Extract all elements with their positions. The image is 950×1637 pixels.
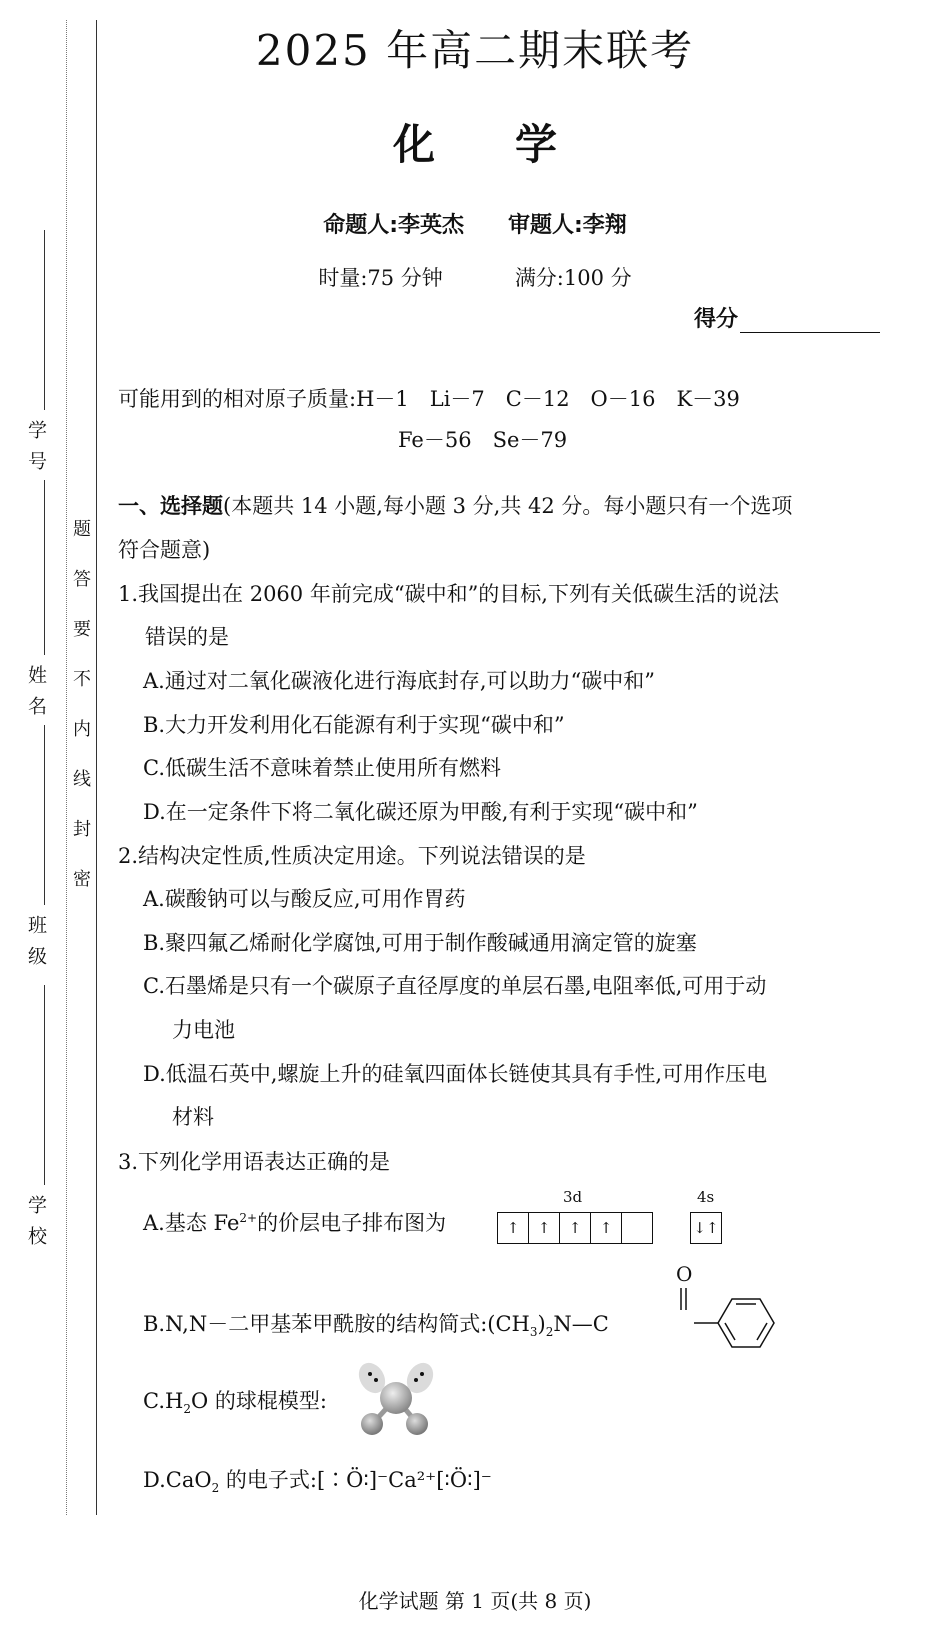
field-label: 学校 [25, 1195, 47, 1257]
q2-option-c[interactable]: C.石墨烯是只有一个碳原子直径厚度的单层石墨,电阻率低,可用于动 [143, 974, 767, 998]
score-blank[interactable] [740, 310, 880, 333]
seal-char: 密 [73, 869, 91, 890]
subject-char: 化 [392, 120, 435, 169]
field-label: 学号 [25, 420, 47, 482]
orbital-box: ↑ [498, 1213, 529, 1243]
section-desc-2: 符合题意) [118, 538, 211, 562]
q1-option-d[interactable]: D.在一定条件下将二氧化碳还原为甲酸,有利于实现“碳中和” [143, 800, 698, 824]
score-label: 得分 [694, 307, 739, 332]
benzamide-structure-icon [670, 1280, 780, 1350]
subject-title [0, 112, 950, 172]
q1-option-c[interactable]: C.低碳生活不意味着禁止使用所有燃料 [143, 756, 501, 780]
q3-c-pre: C.H [143, 1389, 184, 1413]
q3-option-b[interactable] [143, 1309, 609, 1347]
field-school[interactable] [22, 1195, 52, 1257]
q3-c-sub: 2 [183, 1402, 191, 1417]
section-title: 一、选择题 [118, 494, 223, 518]
seal-char: 要 [73, 619, 91, 640]
seal-char: 不 [73, 669, 91, 690]
field-school-line [44, 985, 45, 1185]
q2-option-c-2: 力电池 [172, 1018, 235, 1042]
q1-option-b[interactable]: B.大力开发利用化石能源有利于实现“碳中和” [143, 713, 565, 737]
q3-b-post: N—C [553, 1312, 609, 1336]
seal-char: 答 [73, 569, 91, 590]
field-label: 班级 [25, 915, 47, 977]
authors [0, 208, 950, 239]
q3-b-pre: B.N,N－二甲基苯甲酰胺的结构简式:(CH [143, 1312, 530, 1336]
section-heading [118, 491, 792, 521]
q2-option-d-2: 材料 [172, 1105, 214, 1129]
field-name-line [44, 480, 45, 655]
q3-d-sub: 2 [211, 1481, 220, 1496]
q2-stem: 2.结构决定性质,性质决定用途。下列说法错误的是 [118, 844, 586, 868]
q3-a-pre: A.基态 Fe [143, 1211, 240, 1235]
atomic-masses-line1: 可能用到的相对原子质量:H－1 Li－7 C－12 O－16 K－39 [118, 387, 740, 411]
q1-option-a[interactable]: A.通过对二氧化碳液化进行海底封存,可以助力“碳中和” [143, 669, 655, 693]
section-desc: (本题共 14 小题,每小题 3 分,共 42 分。每小题只有一个选项 [223, 494, 793, 518]
cao2-electron-formula: [∶Ö∶]⁻Ca²⁺[∶Ö∶]⁻ [316, 1468, 492, 1492]
q3-option-d[interactable] [143, 1465, 492, 1503]
q2-option-b[interactable]: B.聚四氟乙烯耐化学腐蚀,可用于制作酸碱通用滴定管的旋塞 [143, 931, 697, 955]
q3-option-a[interactable] [143, 1203, 446, 1238]
seal-char: 封 [73, 819, 91, 840]
carbonyl-oxygen: O [676, 1262, 693, 1286]
orbital-box [622, 1213, 652, 1243]
q3-b-sub: 3 [529, 1325, 538, 1340]
q2-option-d[interactable]: D.低温石英中,螺旋上升的硅氧四面体长链使其具有手性,可用作压电 [143, 1062, 768, 1086]
page-footer: 化学试题 第 1 页(共 8 页) [358, 1589, 592, 1613]
reviewer: 审题人:李翔 [508, 213, 627, 238]
q2-option-a[interactable]: A.碳酸钠可以与酸反应,可用作胃药 [143, 887, 466, 911]
q3-a-sup: 2+ [239, 1211, 258, 1225]
q3-a-post: 的价层电子排布图为 [257, 1211, 447, 1235]
orbital-4s-boxes [690, 1212, 722, 1244]
orbital-box: ↓↑ [693, 1219, 719, 1237]
q3-d-pre: D.CaO [143, 1468, 212, 1492]
fold-line-solid [96, 20, 97, 1515]
field-label: 姓名 [25, 665, 47, 727]
q3-stem: 3.下列化学用语表达正确的是 [118, 1150, 391, 1174]
exam-info [0, 262, 950, 292]
seal-char: 内 [73, 719, 91, 740]
q3-c-post: O 的球棍模型: [190, 1389, 327, 1413]
setter: 命题人:李英杰 [323, 213, 464, 238]
exam-title: 2025 年高二期末联考 [255, 26, 695, 75]
field-student-id[interactable] [22, 420, 52, 482]
q3-b-sub2: 2 [545, 1325, 554, 1340]
subject-char: 学 [515, 120, 558, 169]
score-field[interactable] [694, 302, 880, 333]
seal-char: 线 [73, 769, 91, 790]
orbital-4s-label: 4s [697, 1188, 715, 1206]
fold-line-dotted [66, 20, 67, 1515]
field-class-line [44, 725, 45, 905]
full-score: 满分:100 分 [514, 266, 632, 290]
water-ball-stick-model-icon [352, 1360, 442, 1440]
time-limit: 时量:75 分钟 [318, 266, 443, 290]
seal-char: 题 [73, 519, 91, 540]
q3-option-c[interactable] [143, 1386, 327, 1424]
q1-stem: 1.我国提出在 2060 年前完成“碳中和”的目标,下列有关低碳生活的说法 [118, 582, 779, 606]
orbital-box: ↑ [591, 1213, 622, 1243]
field-name[interactable] [22, 665, 52, 727]
q3-b-mid: ) [537, 1312, 546, 1336]
orbital-box: ↑ [560, 1213, 591, 1243]
seal-notice [72, 515, 92, 915]
orbital-3d-boxes [497, 1212, 653, 1244]
orbital-box: ↑ [529, 1213, 560, 1243]
q3-d-post: 的电子式: [219, 1468, 317, 1492]
q1-stem-2: 错误的是 [145, 625, 229, 649]
field-student-id-line [44, 230, 45, 410]
field-class[interactable] [22, 915, 52, 977]
orbital-3d-label: 3d [563, 1188, 583, 1206]
atomic-masses-line2: Fe－56 Se－79 [398, 428, 568, 452]
